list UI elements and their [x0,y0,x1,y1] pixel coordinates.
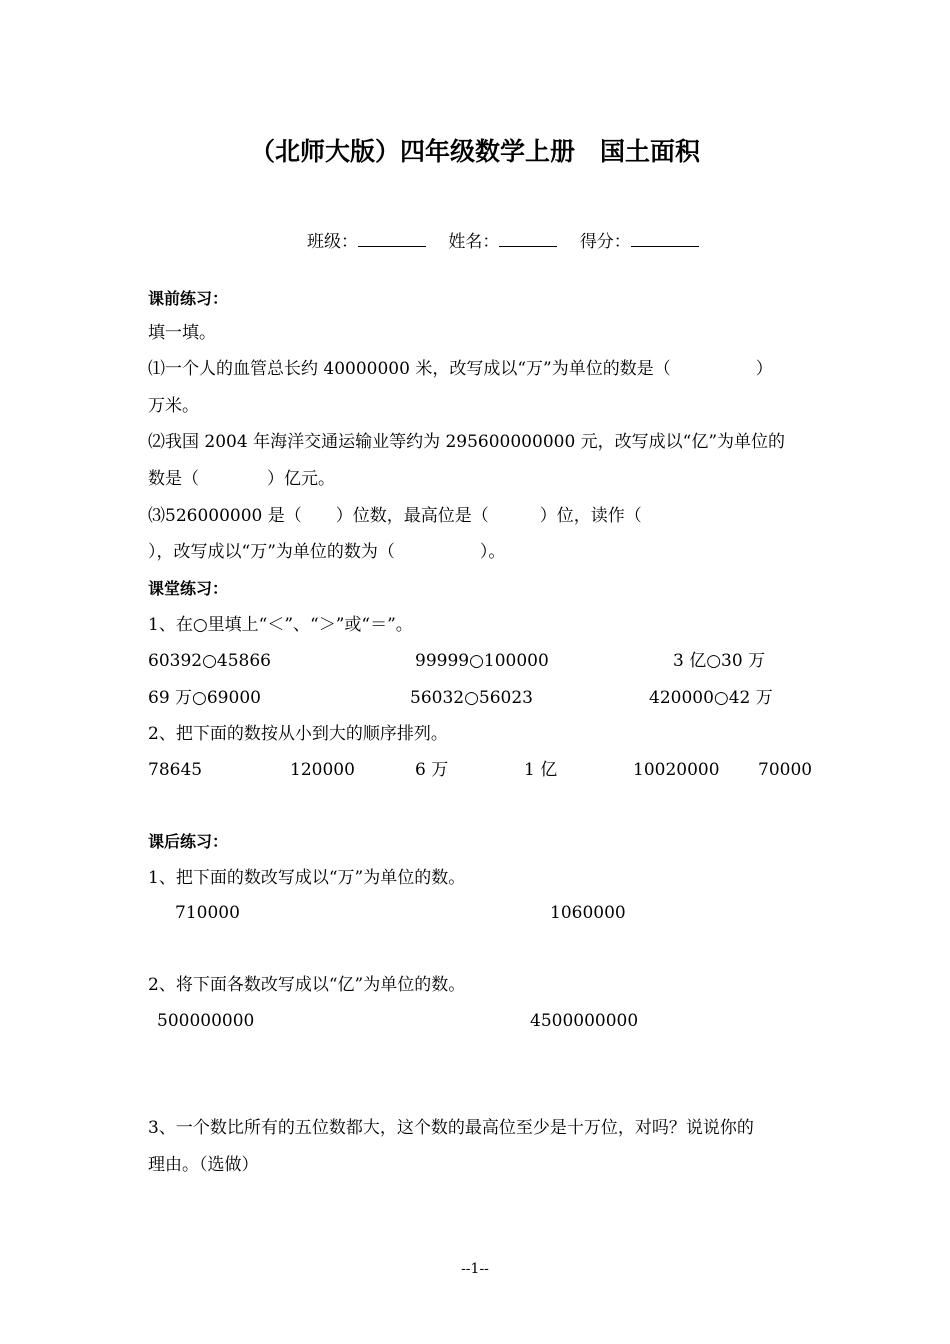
post-q3-line2: 理由。（选做） [148,1155,259,1175]
name-label: 姓名： [448,232,500,252]
class-label: 班级： [307,232,358,252]
class-heading: 课堂练习： [148,579,229,598]
compare-item: 99999○100000 [415,651,549,671]
pre-q3-line2: ），改写成以“万”为单位的数为（ ）。 [148,542,506,562]
pre-q1-line1: ⑴一个人的血管总长约 40000000 米，改写成以“万”为单位的数是（ ） [148,359,773,379]
class-blank [358,228,426,247]
compare-item: 60392○45866 [148,651,271,671]
compare-item: 420000○42 万 [649,688,773,708]
order-number: 6 万 [415,760,449,780]
order-number: 10020000 [633,760,720,780]
post-q3-line1: 3、一个数比所有的五位数都大，这个数的最高位至少是十万位，对吗？说说你的 [148,1118,754,1138]
order-number: 78645 [148,760,203,780]
post-q2: 2、将下面各数改写成以“亿”为单位的数。 [148,975,466,995]
post-q1: 1、把下面的数改写成以“万”为单位的数。 [148,868,466,888]
convert-number: 710000 [175,903,240,923]
pre-heading: 课前练习： [148,289,229,308]
page-title: （北师大版）四年级数学上册 国土面积 [249,137,700,166]
class-q1: 1、在○里填上“＜”、“＞”或“＝”。 [148,615,413,635]
convert-number: 4500000000 [530,1011,639,1031]
score-label: 得分： [579,232,631,252]
class-q2: 2、把下面的数按从小到大的顺序排列。 [148,724,448,744]
page-number: --1-- [461,1261,489,1277]
score-blank [631,228,699,247]
pre-q2-line1: ⑵我国 2004 年海洋交通运输业等约为 295600000000 元，改写成以“亿”为单位的 [148,432,786,452]
pre-q1-line2: 万米。 [148,396,199,416]
convert-number: 500000000 [157,1011,255,1031]
convert-number: 1060000 [550,903,626,923]
order-number: 120000 [290,760,355,780]
order-number: 1 亿 [524,760,558,780]
pre-q2-line2: 数是（ ）亿元。 [148,469,335,489]
name-blank [499,228,557,247]
compare-item: 69 万○69000 [148,688,261,708]
compare-item: 3 亿○30 万 [673,651,766,671]
compare-item: 56032○56023 [410,688,533,708]
student-info-row [307,228,699,253]
order-number: 70000 [758,760,813,780]
pre-intro: 填一填。 [148,323,216,343]
pre-q3-line1: ⑶526000000 是（ ）位数，最高位是（ ）位，读作（ [148,506,642,526]
post-heading: 课后练习： [148,832,229,851]
